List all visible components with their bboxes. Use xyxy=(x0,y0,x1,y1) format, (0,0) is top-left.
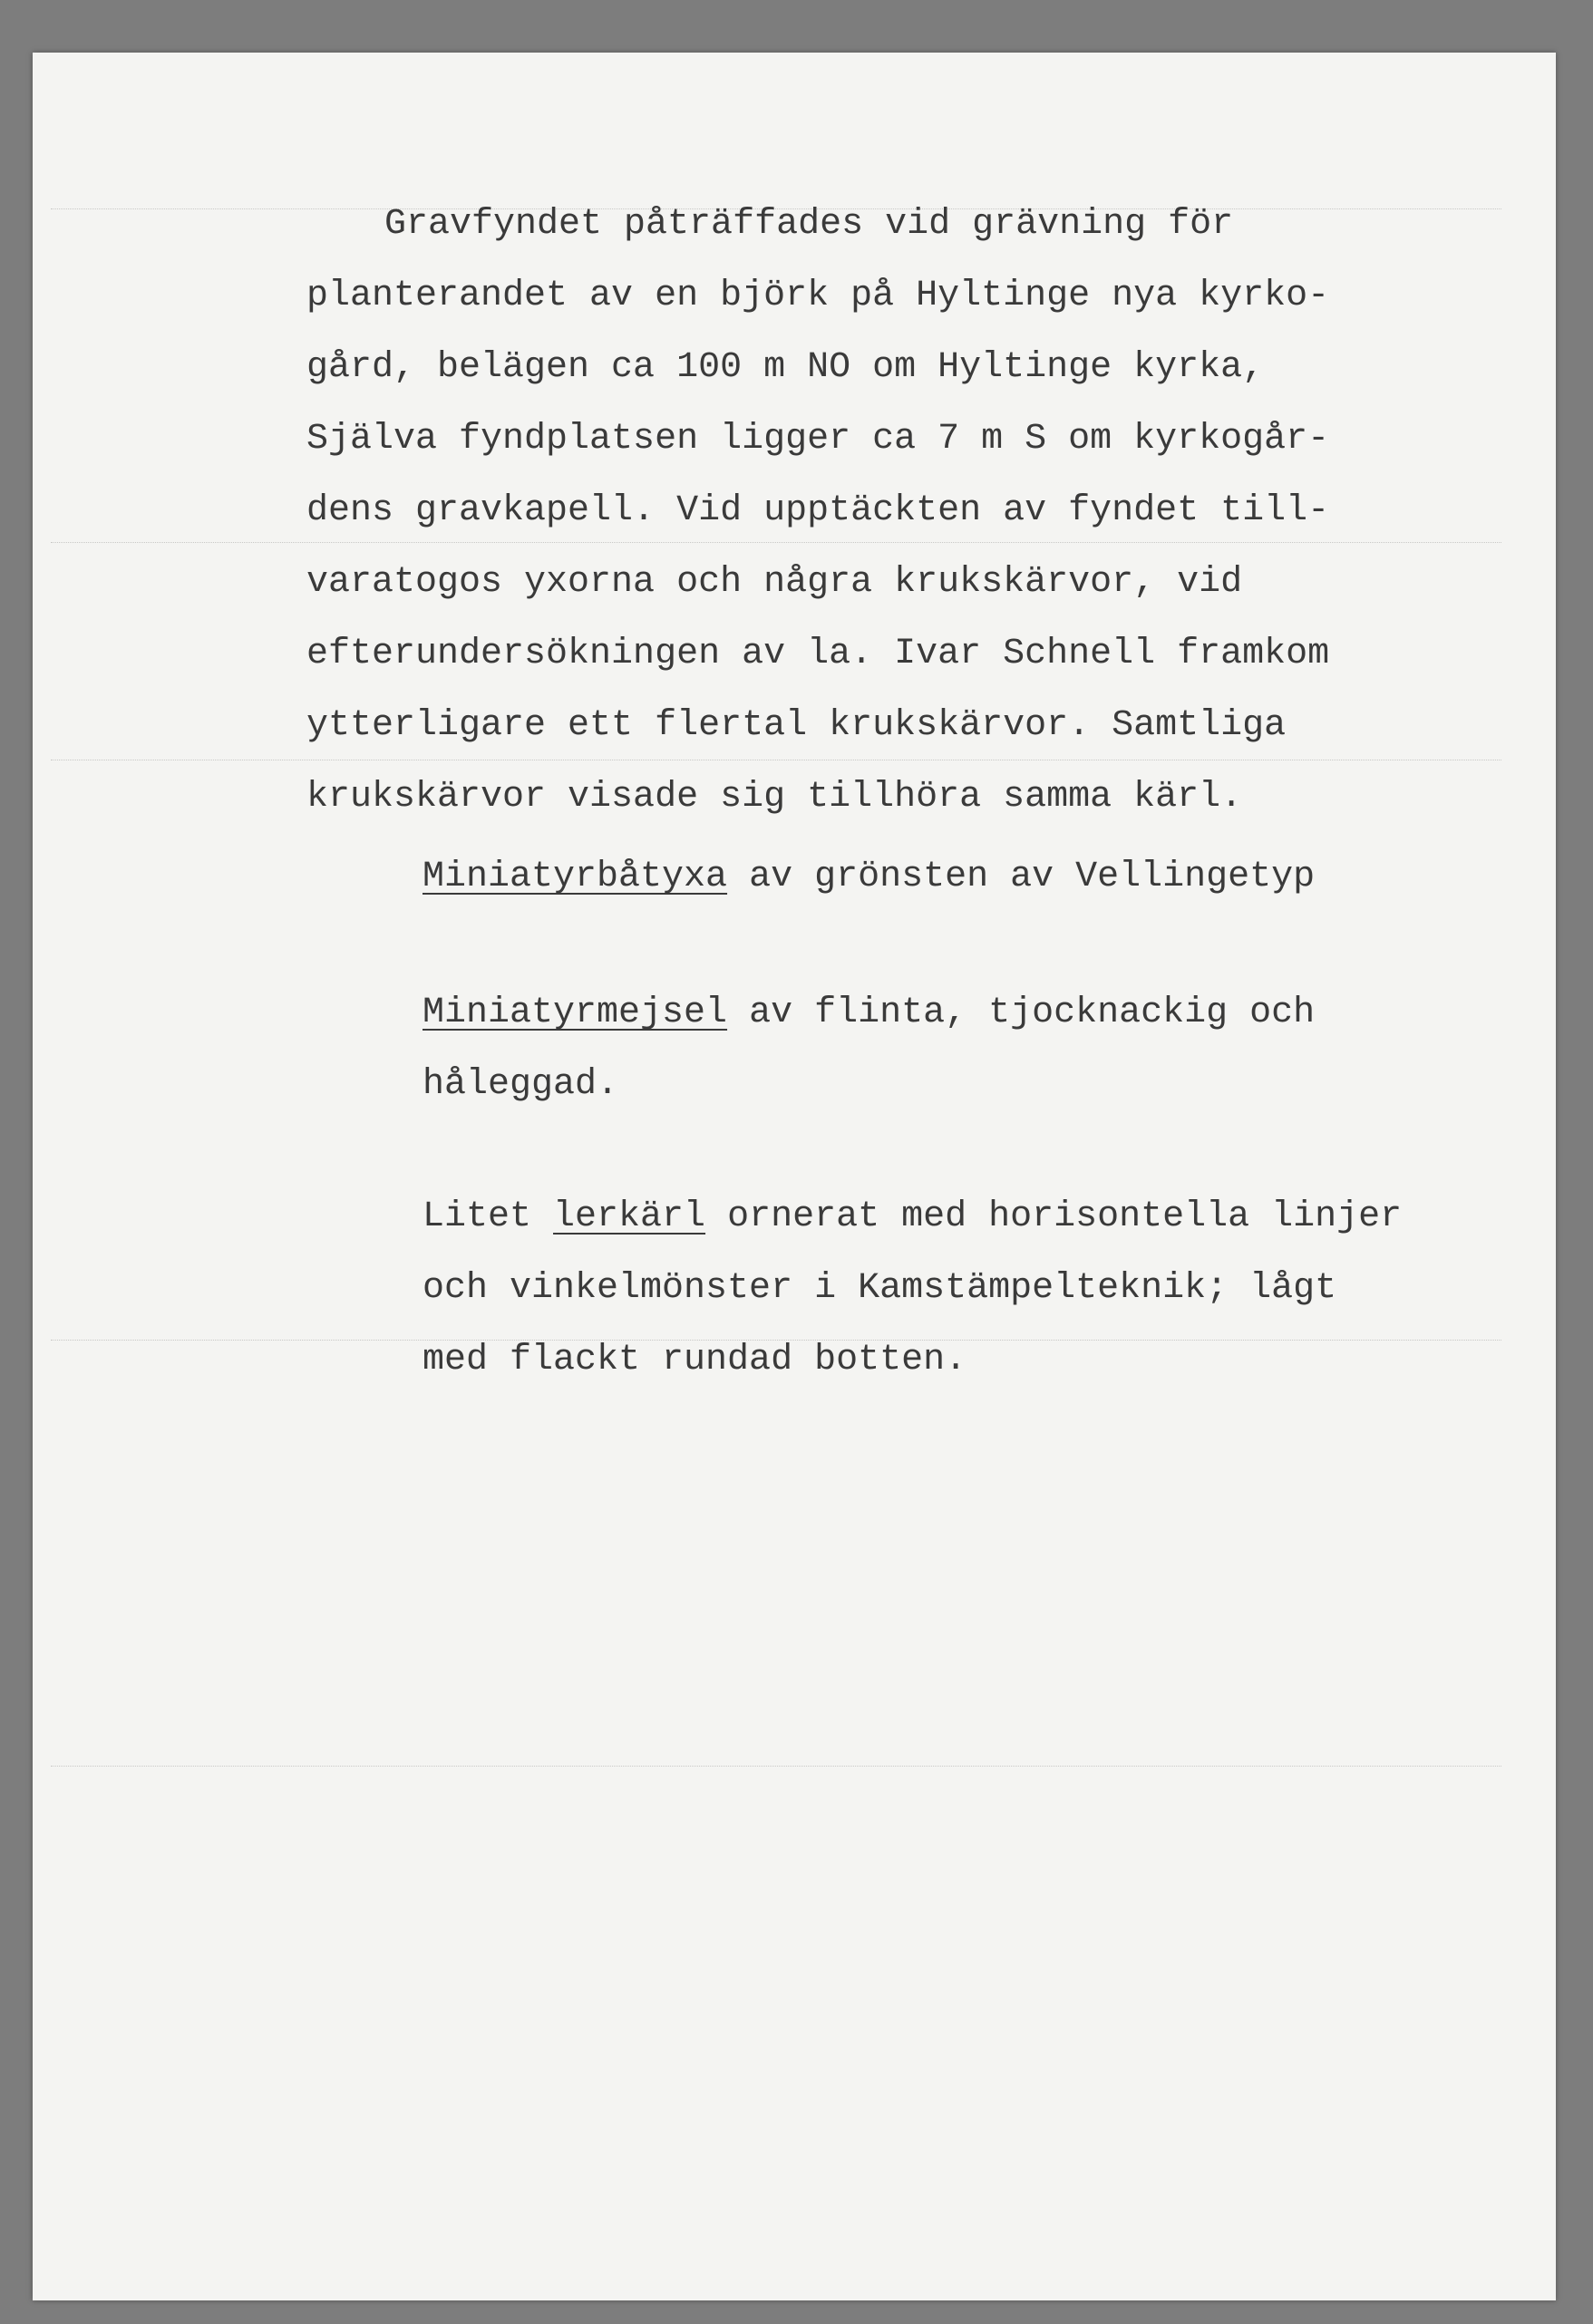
paragraph1-line: Själva fyndplatsen ligger ca 7 m S om kyrkogår- xyxy=(306,419,1330,460)
item-miniatyrbatyxa xyxy=(423,841,1315,913)
item-miniatyrmejsel xyxy=(423,977,1315,1049)
item-description-line: och vinkelmönster i Kamstämpelteknik; lågt xyxy=(423,1268,1337,1309)
item-term: lerkärl xyxy=(553,1196,706,1237)
item-term: Miniatyrmejsel xyxy=(423,993,728,1033)
paragraph1-line: gård, belägen ca 100 m NO om Hyltinge kyrka, xyxy=(306,347,1265,388)
item-description-line: med flackt rundad botten. xyxy=(423,1340,967,1380)
paragraph1-line: planterandet av en björk på Hyltinge nya kyrko- xyxy=(306,276,1330,316)
item-description: ornerat med horisontella linjer xyxy=(705,1196,1403,1237)
item-description-line: håleggad. xyxy=(423,1064,619,1105)
paragraph1-line: varatogos yxorna och några krukskärvor, vid xyxy=(306,562,1243,603)
paragraph1-line: krukskärvor visade sig tillhöra samma kärl. xyxy=(306,777,1243,818)
item-term: Miniatyrbåtyxa xyxy=(423,857,728,897)
item-lerkarl xyxy=(423,1181,1402,1253)
item-prefix: Litet xyxy=(423,1196,554,1237)
paragraph1-line: efterundersökningen av la. Ivar Schnell framkom xyxy=(306,634,1330,674)
document-sheet xyxy=(33,53,1556,2300)
item-description: av flinta, tjocknackig och xyxy=(727,993,1316,1033)
paragraph1-line: Gravfyndet påträffades vid grävning för xyxy=(384,204,1234,245)
paragraph1-line: dens gravkapell. Vid upptäckten av fyndet till- xyxy=(306,490,1330,531)
form-rule xyxy=(51,1766,1501,1767)
paragraph1-line: ytterligare ett flertal krukskärvor. Samtliga xyxy=(306,705,1287,746)
item-description: av grönsten av Vellingetyp xyxy=(727,857,1316,897)
typed-text xyxy=(33,53,1556,1485)
